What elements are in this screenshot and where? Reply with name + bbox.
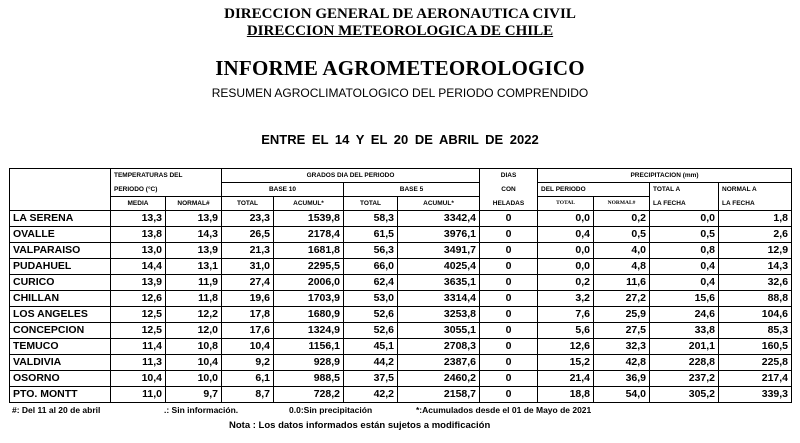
station-cell: CONCEPCION: [10, 323, 111, 339]
b5-total-cell: 42,2: [344, 387, 398, 403]
footnote-normal: #: Del 11 al 20 de abril: [12, 405, 101, 415]
normal-cell: 12,2: [166, 307, 222, 323]
heladas-cell: 0: [480, 307, 538, 323]
precip-normal-cell: 4,0: [594, 243, 650, 259]
station-cell: VALDIVIA: [10, 355, 111, 371]
normal-cell: 10,8: [166, 339, 222, 355]
precip-normal-cell: 27,2: [594, 291, 650, 307]
grados-group-header: GRADOS DIA DEL PERIODO: [222, 169, 480, 183]
heladas-cell: 0: [480, 291, 538, 307]
b5-total-cell: 52,6: [344, 323, 398, 339]
normal-fecha-cell: 225,8: [719, 355, 792, 371]
agency-subname: [0, 23, 800, 40]
b10-acum-cell: 1539,8: [274, 211, 344, 227]
b10-total-cell: 23,3: [222, 211, 274, 227]
table-row: [10, 323, 792, 339]
total-fecha-cell: 15,6: [650, 291, 719, 307]
b5-acum-cell: 2708,3: [398, 339, 480, 355]
b10-total-cell: 26,5: [222, 227, 274, 243]
b5-total-cell: 44,2: [344, 355, 398, 371]
total-fecha-cell: 0,8: [650, 243, 719, 259]
normal-fecha-cell: 339,3: [719, 387, 792, 403]
table-row: [10, 259, 792, 275]
total-fecha-cell: 201,1: [650, 339, 719, 355]
total-a-header-2: LA FECHA: [650, 197, 719, 211]
normal-cell: 13,1: [166, 259, 222, 275]
heladas-cell: 0: [480, 323, 538, 339]
station-cell: VALPARAISO: [10, 243, 111, 259]
precip-total-cell: 3,2: [538, 291, 594, 307]
normal-cell: 10,4: [166, 355, 222, 371]
station-cell: OSORNO: [10, 371, 111, 387]
footnote-acum: *:Acumulados desde el 01 de Mayo de 2021: [416, 405, 592, 415]
normal-fecha-cell: 217,4: [719, 371, 792, 387]
media-cell: 12,5: [111, 307, 166, 323]
precip-normal-cell: 42,8: [594, 355, 650, 371]
agency-subname-text: DIRECCION METEOROLOGICA DE CHILE: [246, 23, 554, 39]
station-cell: CHILLAN: [10, 291, 111, 307]
normal-cell: 11,8: [166, 291, 222, 307]
media-cell: 11,0: [111, 387, 166, 403]
precip-normal-cell: 25,9: [594, 307, 650, 323]
total-b10-header: TOTAL: [222, 197, 274, 211]
b10-acum-cell: 988,5: [274, 371, 344, 387]
precip-total-cell: 21,4: [538, 371, 594, 387]
b10-total-cell: 17,6: [222, 323, 274, 339]
b10-total-cell: 10,4: [222, 339, 274, 355]
normal-fecha-cell: 104,6: [719, 307, 792, 323]
b5-acum-cell: 3342,4: [398, 211, 480, 227]
total-fecha-cell: 305,2: [650, 387, 719, 403]
media-cell: 10,4: [111, 371, 166, 387]
report-subtitle: RESUMEN AGROCLIMATOLOGICO DEL PERIODO COMPRENDIDO: [211, 86, 589, 100]
total-fecha-cell: 0,5: [650, 227, 719, 243]
media-header: MEDIA: [111, 197, 166, 211]
precip-total-cell: 0,4: [538, 227, 594, 243]
b10-total-cell: 27,4: [222, 275, 274, 291]
footnote-noinfo: .: Sin información.: [164, 405, 239, 415]
b5-acum-cell: 2460,2: [398, 371, 480, 387]
b10-total-cell: 8,7: [222, 387, 274, 403]
b5-acum-cell: 3055,1: [398, 323, 480, 339]
precip-normal-cell: 0,2: [594, 211, 650, 227]
precip-group-header: PRECIPITACION (mm): [538, 169, 792, 183]
b5-acum-cell: 2387,6: [398, 355, 480, 371]
total-a-header-1: TOTAL A: [650, 183, 719, 197]
b5-total-cell: 52,6: [344, 307, 398, 323]
total-fecha-cell: 237,2: [650, 371, 719, 387]
heladas-cell: 0: [480, 371, 538, 387]
b5-total-cell: 53,0: [344, 291, 398, 307]
base10-header: BASE 10: [222, 183, 344, 197]
b10-acum-cell: 1324,9: [274, 323, 344, 339]
precip-total-header: TOTAL: [538, 197, 594, 211]
normal-fecha-cell: 2,6: [719, 227, 792, 243]
normal-a-header-2: LA FECHA: [719, 197, 792, 211]
b10-acum-cell: 1681,8: [274, 243, 344, 259]
table-row: [10, 339, 792, 355]
table-row: [10, 227, 792, 243]
media-cell: 12,6: [111, 291, 166, 307]
station-header-cell: [10, 169, 111, 183]
normal-fecha-cell: 32,6: [719, 275, 792, 291]
table-row: [10, 211, 792, 227]
precip-total-cell: 5,6: [538, 323, 594, 339]
b5-total-cell: 56,3: [344, 243, 398, 259]
station-cell: LA SERENA: [10, 211, 111, 227]
precip-normal-cell: 54,0: [594, 387, 650, 403]
acumul-b10-header: ACUMUL*: [274, 197, 344, 211]
b5-total-cell: 37,5: [344, 371, 398, 387]
b5-total-cell: 45,1: [344, 339, 398, 355]
media-cell: 13,9: [111, 275, 166, 291]
b5-acum-cell: 3314,4: [398, 291, 480, 307]
media-cell: 12,5: [111, 323, 166, 339]
precip-total-cell: 0,0: [538, 211, 594, 227]
normal-cell: 13,9: [166, 243, 222, 259]
table-row: [10, 387, 792, 403]
b5-acum-cell: 3635,1: [398, 275, 480, 291]
media-cell: 14,4: [111, 259, 166, 275]
b5-acum-cell: 2158,7: [398, 387, 480, 403]
precip-total-cell: 7,6: [538, 307, 594, 323]
base5-header: BASE 5: [344, 183, 480, 197]
precip-total-cell: 18,8: [538, 387, 594, 403]
precip-total-cell: 0,0: [538, 259, 594, 275]
header-row-3: [10, 197, 792, 211]
normal-header: NORMAL#: [166, 197, 222, 211]
station-cell: PUDAHUEL: [10, 259, 111, 275]
table-row: [10, 371, 792, 387]
media-cell: 13,8: [111, 227, 166, 243]
b5-acum-cell: 3491,7: [398, 243, 480, 259]
header-row-2: [10, 183, 792, 197]
station-cell: TEMUCO: [10, 339, 111, 355]
b5-acum-cell: 4025,4: [398, 259, 480, 275]
precip-total-cell: 0,2: [538, 275, 594, 291]
station-cell: CURICO: [10, 275, 111, 291]
b10-acum-cell: 1156,1: [274, 339, 344, 355]
footnote-disclaimer: Nota : Los datos informados están sujetos a modificación: [229, 420, 491, 431]
table-row: [10, 355, 792, 371]
b10-total-cell: 31,0: [222, 259, 274, 275]
precip-normal-cell: 4,8: [594, 259, 650, 275]
b5-total-cell: 61,5: [344, 227, 398, 243]
b10-acum-cell: 2295,5: [274, 259, 344, 275]
heladas-cell: 0: [480, 259, 538, 275]
media-cell: 13,3: [111, 211, 166, 227]
station-header-cell: [10, 183, 111, 197]
b5-total-cell: 58,3: [344, 211, 398, 227]
table-row: [10, 275, 792, 291]
b10-acum-cell: 728,2: [274, 387, 344, 403]
media-cell: 11,4: [111, 339, 166, 355]
precip-normal-cell: 11,6: [594, 275, 650, 291]
total-fecha-cell: 228,8: [650, 355, 719, 371]
normal-cell: 10,0: [166, 371, 222, 387]
total-b5-header: TOTAL: [344, 197, 398, 211]
media-cell: 11,3: [111, 355, 166, 371]
b10-acum-cell: 1703,9: [274, 291, 344, 307]
temp-group-header: TEMPERATURAS DEL: [111, 169, 222, 183]
b10-acum-cell: 2178,4: [274, 227, 344, 243]
b5-acum-cell: 3976,1: [398, 227, 480, 243]
dias-header-1: DIAS: [480, 169, 538, 183]
total-fecha-cell: 33,8: [650, 323, 719, 339]
media-cell: 13,0: [111, 243, 166, 259]
total-fecha-cell: 0,4: [650, 275, 719, 291]
total-fecha-cell: 0,0: [650, 211, 719, 227]
normal-cell: 11,9: [166, 275, 222, 291]
heladas-cell: 0: [480, 227, 538, 243]
table-row: [10, 243, 792, 259]
heladas-cell: 0: [480, 211, 538, 227]
normal-cell: 12,0: [166, 323, 222, 339]
total-fecha-cell: 0,4: [650, 259, 719, 275]
header-row-1: [10, 169, 792, 183]
normal-cell: 13,9: [166, 211, 222, 227]
report-period: ENTRE EL 14 Y EL 20 DE ABRIL DE 2022: [261, 132, 539, 147]
agency-name: DIRECCION GENERAL DE AERONAUTICA CIVIL: [224, 6, 576, 22]
station-cell: PTO. MONTT: [10, 387, 111, 403]
b10-total-cell: 9,2: [222, 355, 274, 371]
station-cell: LOS ANGELES: [10, 307, 111, 323]
temp-group-header-2: PERIODO (°C): [111, 183, 222, 197]
precip-total-cell: 15,2: [538, 355, 594, 371]
normal-fecha-cell: 88,8: [719, 291, 792, 307]
precip-total-cell: 0,0: [538, 243, 594, 259]
acumul-b5-header: ACUMUL*: [398, 197, 480, 211]
heladas-cell: 0: [480, 387, 538, 403]
total-fecha-cell: 24,6: [650, 307, 719, 323]
b5-total-cell: 66,0: [344, 259, 398, 275]
agro-table: [9, 168, 792, 403]
precip-normal-cell: 27,5: [594, 323, 650, 339]
b10-total-cell: 19,6: [222, 291, 274, 307]
dias-header-2: CON: [480, 183, 538, 197]
precip-normal-cell: 0,5: [594, 227, 650, 243]
b10-total-cell: 17,8: [222, 307, 274, 323]
b5-total-cell: 62,4: [344, 275, 398, 291]
station-header-cell: [10, 197, 111, 211]
b10-acum-cell: 1680,9: [274, 307, 344, 323]
normal-fecha-cell: 12,9: [719, 243, 792, 259]
precip-total-cell: 12,6: [538, 339, 594, 355]
precip-normal-cell: 36,9: [594, 371, 650, 387]
del-periodo-header: DEL PERIODO: [538, 183, 650, 197]
heladas-cell: 0: [480, 355, 538, 371]
b10-acum-cell: 2006,0: [274, 275, 344, 291]
normal-a-header-1: NORMAL A: [719, 183, 792, 197]
normal-fecha-cell: 14,3: [719, 259, 792, 275]
dias-header-3: HELADAS: [480, 197, 538, 211]
table-row: [10, 307, 792, 323]
precip-normal-header: NORMAL#: [594, 197, 650, 211]
table-row: [10, 291, 792, 307]
heladas-cell: 0: [480, 275, 538, 291]
b10-total-cell: 21,3: [222, 243, 274, 259]
station-cell: OVALLE: [10, 227, 111, 243]
normal-fecha-cell: 1,8: [719, 211, 792, 227]
precip-normal-cell: 32,3: [594, 339, 650, 355]
report-title: INFORME AGROMETEOROLOGICO: [215, 56, 585, 80]
b5-acum-cell: 3253,8: [398, 307, 480, 323]
heladas-cell: 0: [480, 243, 538, 259]
heladas-cell: 0: [480, 339, 538, 355]
b10-total-cell: 6,1: [222, 371, 274, 387]
normal-fecha-cell: 160,5: [719, 339, 792, 355]
b10-acum-cell: 928,9: [274, 355, 344, 371]
normal-cell: 14,3: [166, 227, 222, 243]
footnote-noprecip: 0.0:Sin precipitación: [289, 405, 373, 415]
normal-fecha-cell: 85,3: [719, 323, 792, 339]
normal-cell: 9,7: [166, 387, 222, 403]
